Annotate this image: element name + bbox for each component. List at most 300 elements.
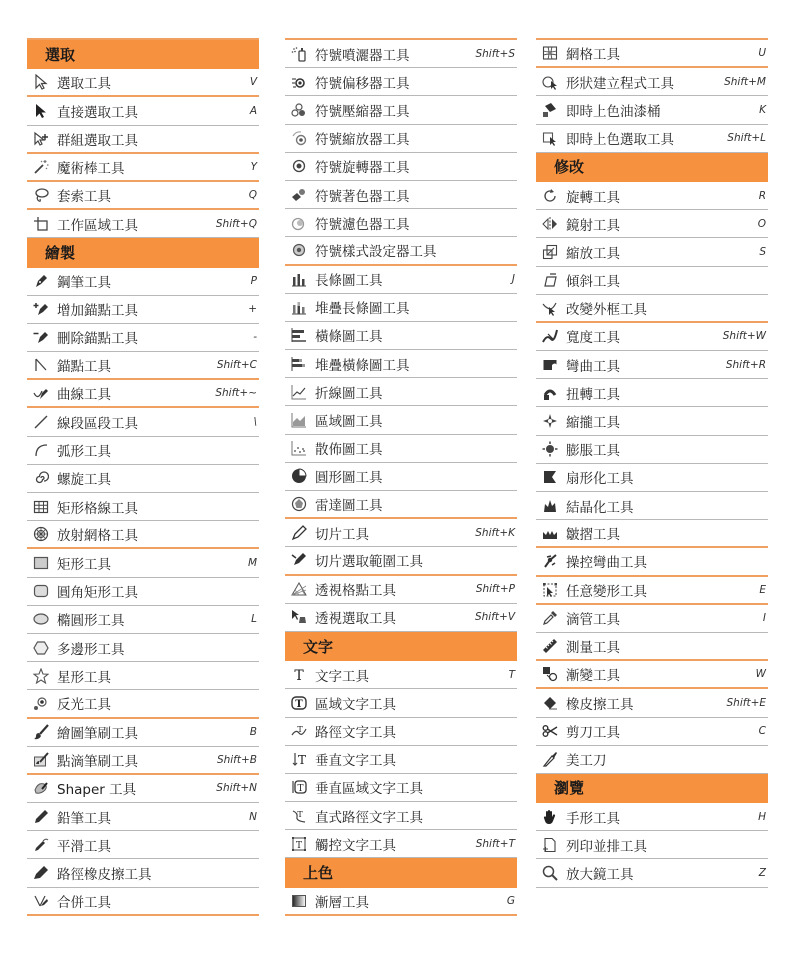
symbol-scruncher-icon [285, 102, 313, 118]
tool-name: 滴管工具 [566, 612, 620, 629]
add-anchor-point-icon [27, 301, 55, 317]
tool-row-slice-select[interactable] [285, 547, 517, 575]
blend-icon [536, 666, 564, 682]
tool-row-reshape[interactable] [536, 295, 768, 323]
tool-row-ellipse[interactable] [27, 606, 259, 634]
tool-name: 漸層工具 [315, 894, 369, 911]
paintbrush-icon [27, 724, 55, 740]
symbol-spinner-icon [285, 158, 313, 174]
delete-anchor-point-icon [27, 329, 55, 345]
tool-shortcut: I [762, 612, 766, 625]
tool-shortcut: Shift+K [475, 526, 515, 539]
eraser-icon [536, 695, 564, 711]
tool-name: 放大鏡工具 [566, 867, 634, 884]
tool-row-rounded-rectangle[interactable] [27, 578, 259, 606]
column-graph-icon [285, 271, 313, 287]
tool-row-bar-graph[interactable] [285, 322, 517, 350]
shape-builder-icon [536, 74, 564, 90]
tool-name: 符號偏移器工具 [315, 75, 410, 92]
tool-name: 符號濾色器工具 [315, 216, 410, 233]
tool-name: 符號噴灑器工具 [315, 47, 410, 64]
tool-name: 扇形化工具 [566, 471, 634, 488]
tool-name: 傾斜工具 [566, 274, 620, 291]
tool-shortcut: Shift+P [475, 583, 515, 596]
tool-row-gradient[interactable] [285, 888, 517, 916]
section-header [536, 153, 768, 182]
tool-name: 形狀建立程式工具 [566, 75, 674, 92]
tool-name: 工作區域工具 [57, 217, 138, 234]
wrinkle-icon [536, 525, 564, 541]
tool-row-scatter-graph[interactable] [285, 435, 517, 463]
tool-row-area-type[interactable] [285, 689, 517, 717]
tool-name: 堆疊橫條圖工具 [315, 357, 410, 374]
path-eraser-icon [27, 865, 55, 881]
section-header-label: 繪製 [45, 243, 76, 262]
tool-name: 直接選取工具 [57, 104, 138, 121]
vertical-area-type-icon [285, 779, 313, 795]
tool-row-shear[interactable] [536, 267, 768, 295]
mesh-icon [536, 45, 564, 61]
warp-icon [536, 357, 564, 373]
tool-row-star[interactable] [27, 662, 259, 690]
tool-name: 彎曲工具 [566, 358, 620, 375]
slice-select-icon [285, 552, 313, 568]
knife-icon [536, 751, 564, 767]
tool-row-wrinkle[interactable] [536, 520, 768, 548]
tool-row-width[interactable] [536, 323, 768, 351]
tool-shortcut: U [758, 47, 766, 60]
tool-name: 圓形圖工具 [315, 470, 383, 487]
polygon-icon [27, 640, 55, 656]
tool-shortcut: Z [758, 867, 766, 880]
tool-shortcut: E [759, 583, 766, 596]
section-header [285, 858, 517, 887]
section-header [536, 774, 768, 803]
tool-name: 雷達圖工具 [315, 498, 383, 515]
section-header-label: 瀏覽 [554, 779, 585, 798]
tool-row-perspective-grid[interactable] [285, 576, 517, 604]
tool-row-symbol-spinner[interactable] [285, 153, 517, 181]
tool-row-measure[interactable] [536, 633, 768, 661]
tool-name: 增加錨點工具 [57, 303, 138, 320]
section-header [27, 238, 259, 267]
rectangle-icon [27, 555, 55, 571]
rotate-icon [536, 188, 564, 204]
tool-row-symbol-stainer[interactable] [285, 181, 517, 209]
tool-row-direct-selection-arrow[interactable] [27, 97, 259, 125]
tool-row-vertical-type-on-path[interactable] [285, 802, 517, 830]
tool-row-rectangle[interactable] [27, 549, 259, 577]
tool-row-slice[interactable] [285, 519, 517, 547]
tool-shortcut: V [249, 76, 257, 89]
tool-shortcut: Q [248, 189, 257, 202]
area-graph-icon [285, 412, 313, 428]
tool-row-free-transform[interactable] [536, 577, 768, 605]
tool-row-curvature[interactable] [27, 380, 259, 408]
tool-name: 改變外框工具 [566, 301, 647, 318]
tool-name: 網格工具 [566, 47, 620, 64]
free-transform-icon [536, 582, 564, 598]
tool-name: 縮放工具 [566, 245, 620, 262]
perspective-grid-icon [285, 581, 313, 597]
tool-row-smooth[interactable] [27, 831, 259, 859]
tool-row-column-graph[interactable] [285, 266, 517, 294]
tool-name: 符號縮放器工具 [315, 132, 410, 149]
tool-name: 矩形工具 [57, 556, 111, 573]
svg-text:T: T [297, 809, 303, 819]
tool-row-add-anchor-point[interactable] [27, 296, 259, 324]
tool-shortcut: Shift+W [722, 330, 766, 343]
tools-column-2 [285, 38, 517, 916]
tool-row-pucker[interactable] [536, 407, 768, 435]
tool-shortcut: C [758, 725, 766, 738]
tool-row-shape-builder[interactable] [536, 68, 768, 96]
tool-row-area-graph[interactable] [285, 406, 517, 434]
puppet-warp-icon [536, 553, 564, 569]
crystallize-icon [536, 498, 564, 514]
vertical-type-on-path-icon [285, 808, 313, 824]
rectangular-grid-icon [27, 499, 55, 515]
tool-shortcut: M [247, 556, 257, 569]
section-header-label: 選取 [45, 45, 76, 64]
bar-graph-icon [285, 327, 313, 343]
type-icon [285, 667, 313, 683]
vertical-type-icon [285, 751, 313, 767]
tool-shortcut: A [249, 104, 257, 117]
shear-icon [536, 272, 564, 288]
tool-name: 長條圖工具 [315, 273, 383, 290]
tool-name: 縮攏工具 [566, 415, 620, 432]
svg-text:T: T [295, 698, 303, 710]
print-tiling-icon [536, 837, 564, 853]
tool-row-arc[interactable] [27, 437, 259, 465]
tool-row-magic-wand[interactable] [27, 154, 259, 182]
pencil-icon [27, 809, 55, 825]
tool-shortcut: G [506, 894, 515, 907]
tool-shortcut: L [251, 613, 257, 626]
tool-shortcut: Shift+C [216, 359, 257, 372]
tool-row-stacked-bar-graph[interactable] [285, 350, 517, 378]
tool-row-symbol-shifter[interactable] [285, 68, 517, 96]
tool-name: 測量工具 [566, 640, 620, 657]
tool-name: 手形工具 [566, 810, 620, 827]
symbol-screener-icon [285, 215, 313, 231]
tool-name: 垂直區域文字工具 [315, 781, 423, 798]
tool-row-scallop[interactable] [536, 464, 768, 492]
line-graph-icon [285, 384, 313, 400]
touch-type-icon [285, 836, 313, 852]
section-header [27, 40, 259, 69]
group-selection-arrow-icon [27, 131, 55, 147]
lasso-icon [27, 187, 55, 203]
artboard-icon [27, 216, 55, 232]
tool-shortcut: B [249, 726, 257, 739]
tool-row-symbol-scruncher[interactable] [285, 96, 517, 124]
tool-shortcut: H [758, 810, 766, 823]
tool-row-symbol-sprayer[interactable] [285, 40, 517, 68]
tool-shortcut: Shift+M [724, 75, 766, 88]
stacked-bar-graph-icon [285, 356, 313, 372]
smooth-icon [27, 837, 55, 853]
anchor-point-icon [27, 357, 55, 373]
tool-row-pie-graph[interactable] [285, 463, 517, 491]
tool-name: 透視格點工具 [315, 583, 396, 600]
tool-row-type-on-path[interactable] [285, 718, 517, 746]
tool-row-hand[interactable] [536, 803, 768, 831]
tool-row-mesh[interactable] [536, 40, 768, 68]
tool-row-anchor-point[interactable] [27, 352, 259, 380]
tool-row-join[interactable] [27, 888, 259, 916]
scale-icon [536, 244, 564, 260]
tool-row-vertical-type[interactable] [285, 746, 517, 774]
tool-name: 直式路徑文字工具 [315, 809, 423, 826]
tool-row-spiral[interactable] [27, 465, 259, 493]
measure-icon [536, 638, 564, 654]
reflect-icon [536, 216, 564, 232]
tool-shortcut: Shift+~ [215, 387, 257, 400]
pen-icon [27, 273, 55, 289]
tool-row-scale[interactable] [536, 238, 768, 266]
tool-row-type[interactable] [285, 661, 517, 689]
tool-row-live-paint-selection[interactable] [536, 125, 768, 153]
tool-row-shaper[interactable] [27, 775, 259, 803]
tool-name: 文字工具 [315, 668, 369, 685]
tool-shortcut: W [755, 668, 766, 681]
tool-row-knife[interactable] [536, 746, 768, 774]
svg-text:T: T [297, 753, 307, 768]
tool-row-symbol-sizer[interactable] [285, 125, 517, 153]
tools-column-1 [27, 38, 259, 916]
tool-row-line-segment[interactable] [27, 408, 259, 436]
bloat-icon [536, 441, 564, 457]
tool-name: 弧形工具 [57, 444, 111, 461]
tool-name: 錨點工具 [57, 359, 111, 376]
tool-name: 選取工具 [57, 76, 111, 93]
tool-name: 寬度工具 [566, 330, 620, 347]
symbol-styler-icon [285, 242, 313, 258]
tool-name: 折線圖工具 [315, 385, 383, 402]
direct-selection-arrow-icon [27, 103, 55, 119]
scatter-graph-icon [285, 440, 313, 456]
tool-name: 路徑文字工具 [315, 725, 396, 742]
width-icon [536, 328, 564, 344]
tool-row-polygon[interactable] [27, 634, 259, 662]
symbol-shifter-icon [285, 74, 313, 90]
tool-row-pencil[interactable] [27, 803, 259, 831]
tool-row-warp[interactable] [536, 351, 768, 379]
type-on-path-icon [285, 723, 313, 739]
tool-row-lasso[interactable] [27, 182, 259, 210]
tool-name: 列印並排工具 [566, 838, 647, 855]
section-header-label: 上色 [303, 864, 334, 883]
tool-name: 漸變工具 [566, 668, 620, 685]
svg-text:T: T [295, 840, 303, 851]
rounded-rectangle-icon [27, 583, 55, 599]
radar-graph-icon [285, 496, 313, 512]
section-header-label: 修改 [554, 158, 585, 177]
tool-row-touch-type[interactable] [285, 830, 517, 858]
tool-row-print-tiling[interactable] [536, 831, 768, 859]
tool-shortcut: T [508, 668, 515, 681]
tool-name: 繪圖筆刷工具 [57, 726, 138, 743]
reshape-icon [536, 300, 564, 316]
tool-name: 即時上色選取工具 [566, 132, 674, 149]
tool-name: 反光工具 [57, 697, 111, 714]
tool-row-eyedropper[interactable] [536, 605, 768, 633]
tool-name: 操控彎曲工具 [566, 555, 647, 572]
tool-row-group-selection-arrow[interactable] [27, 126, 259, 154]
slice-icon [285, 525, 313, 541]
tool-name: 圓角矩形工具 [57, 585, 138, 602]
tool-row-scissors[interactable] [536, 718, 768, 746]
tool-row-reflect[interactable] [536, 210, 768, 238]
eyedropper-icon [536, 610, 564, 626]
polar-grid-icon [27, 526, 55, 542]
tool-name: 矩形格線工具 [57, 500, 138, 517]
tool-row-paintbrush[interactable] [27, 719, 259, 747]
tool-name: 平滑工具 [57, 838, 111, 855]
hand-icon [536, 809, 564, 825]
tool-row-crystallize[interactable] [536, 492, 768, 520]
tool-row-blob-brush[interactable] [27, 747, 259, 775]
tool-name: 觸控文字工具 [315, 837, 396, 854]
magic-wand-icon [27, 159, 55, 175]
scallop-icon [536, 469, 564, 485]
tools-column-3 [536, 38, 768, 888]
tool-name: 符號旋轉器工具 [315, 160, 410, 177]
tool-shortcut: Shift+R [725, 358, 766, 371]
tool-row-puppet-warp[interactable] [536, 548, 768, 576]
tool-shortcut: Shift+V [474, 611, 515, 624]
svg-text:T: T [294, 667, 304, 683]
tool-row-vertical-area-type[interactable] [285, 774, 517, 802]
tool-name: 符號壓縮器工具 [315, 103, 410, 120]
tool-row-line-graph[interactable] [285, 378, 517, 406]
blob-brush-icon [27, 752, 55, 768]
tool-row-symbol-styler[interactable] [285, 237, 517, 265]
tool-row-perspective-selection[interactable] [285, 604, 517, 632]
tool-name: 即時上色油漆桶 [566, 103, 661, 120]
selection-arrow-icon [27, 74, 55, 90]
stacked-column-graph-icon [285, 299, 313, 315]
tool-name: 群組選取工具 [57, 132, 138, 149]
live-paint-selection-icon [536, 130, 564, 146]
tool-row-pen[interactable] [27, 268, 259, 296]
tool-name: 橢圓形工具 [57, 613, 125, 630]
zoom-icon [536, 865, 564, 881]
tool-name: 套索工具 [57, 189, 111, 206]
tool-name: 旋轉工具 [566, 189, 620, 206]
symbol-sprayer-icon [285, 46, 313, 62]
tool-name: 放射網格工具 [57, 528, 138, 545]
tool-row-selection-arrow[interactable] [27, 69, 259, 97]
symbol-stainer-icon [285, 187, 313, 203]
tool-row-flare[interactable] [27, 690, 259, 718]
tool-row-delete-anchor-point[interactable] [27, 324, 259, 352]
tool-shortcut: - [253, 331, 257, 344]
ellipse-icon [27, 611, 55, 627]
tool-row-bloat[interactable] [536, 436, 768, 464]
svg-text:T: T [297, 784, 304, 795]
tool-shortcut: Shift+Q [215, 217, 257, 230]
tool-shortcut: Shift+N [216, 782, 257, 795]
tool-row-twirl[interactable] [536, 379, 768, 407]
tool-shortcut: K [759, 103, 766, 116]
tool-name: 垂直文字工具 [315, 753, 396, 770]
pucker-icon [536, 413, 564, 429]
tool-row-stacked-column-graph[interactable] [285, 294, 517, 322]
tool-row-symbol-screener[interactable] [285, 209, 517, 237]
tool-name: 曲線工具 [57, 387, 111, 404]
tool-name: 任意變形工具 [566, 583, 647, 600]
tool-name: 合併工具 [57, 894, 111, 911]
tool-name: 螺旋工具 [57, 472, 111, 489]
star-icon [27, 668, 55, 684]
tool-row-zoom[interactable] [536, 859, 768, 887]
tool-row-blend[interactable] [536, 661, 768, 689]
tool-row-live-paint-bucket[interactable] [536, 96, 768, 124]
tool-row-rotate[interactable] [536, 182, 768, 210]
tool-name: 美工刀 [566, 753, 607, 770]
tool-name: 透視選取工具 [315, 611, 396, 628]
tool-name: 點滴筆刷工具 [57, 753, 138, 770]
join-icon [27, 893, 55, 909]
tool-name: 星形工具 [57, 669, 111, 686]
curvature-icon [27, 385, 55, 401]
tool-name: 區域圖工具 [315, 414, 383, 431]
tool-shortcut: J [511, 273, 515, 286]
shaper-icon [27, 780, 55, 796]
tool-name: 膨脹工具 [566, 443, 620, 460]
tool-row-rectangular-grid[interactable] [27, 493, 259, 521]
tool-shortcut: R [758, 189, 766, 202]
tool-name: 路徑橡皮擦工具 [57, 867, 152, 884]
live-paint-bucket-icon [536, 102, 564, 118]
tool-shortcut: Shift+S [475, 47, 515, 60]
scissors-icon [536, 723, 564, 739]
symbol-sizer-icon [285, 130, 313, 146]
tool-shortcut: N [249, 810, 257, 823]
line-segment-icon [27, 414, 55, 430]
tool-name: 橡皮擦工具 [566, 696, 634, 713]
tool-row-path-eraser[interactable] [27, 859, 259, 887]
section-header [285, 632, 517, 661]
perspective-selection-icon [285, 609, 313, 625]
tool-name: 符號著色器工具 [315, 188, 410, 205]
tool-row-eraser[interactable] [536, 689, 768, 717]
tool-row-radar-graph[interactable] [285, 491, 517, 519]
tool-name: 切片選取範圍工具 [315, 554, 423, 571]
tool-row-artboard[interactable] [27, 210, 259, 238]
tool-shortcut: \ [253, 416, 257, 429]
tool-name: 散佈圖工具 [315, 442, 383, 459]
tool-shortcut: Y [250, 160, 257, 173]
area-type-icon [285, 695, 313, 711]
section-header-label: 文字 [303, 637, 334, 656]
tool-name: 皺摺工具 [566, 527, 620, 544]
tool-name: 鏡射工具 [566, 217, 620, 234]
tool-name: 結晶化工具 [566, 499, 634, 516]
tool-name: 多邊形工具 [57, 641, 125, 658]
tool-name: 鉛筆工具 [57, 810, 111, 827]
tool-shortcut: Shift+T [475, 837, 515, 850]
tool-name: 線段區段工具 [57, 416, 138, 433]
arc-icon [27, 442, 55, 458]
tool-shortcut: + [248, 303, 257, 316]
tool-row-polar-grid[interactable] [27, 521, 259, 549]
svg-text:T: T [297, 725, 303, 735]
pie-graph-icon [285, 468, 313, 484]
